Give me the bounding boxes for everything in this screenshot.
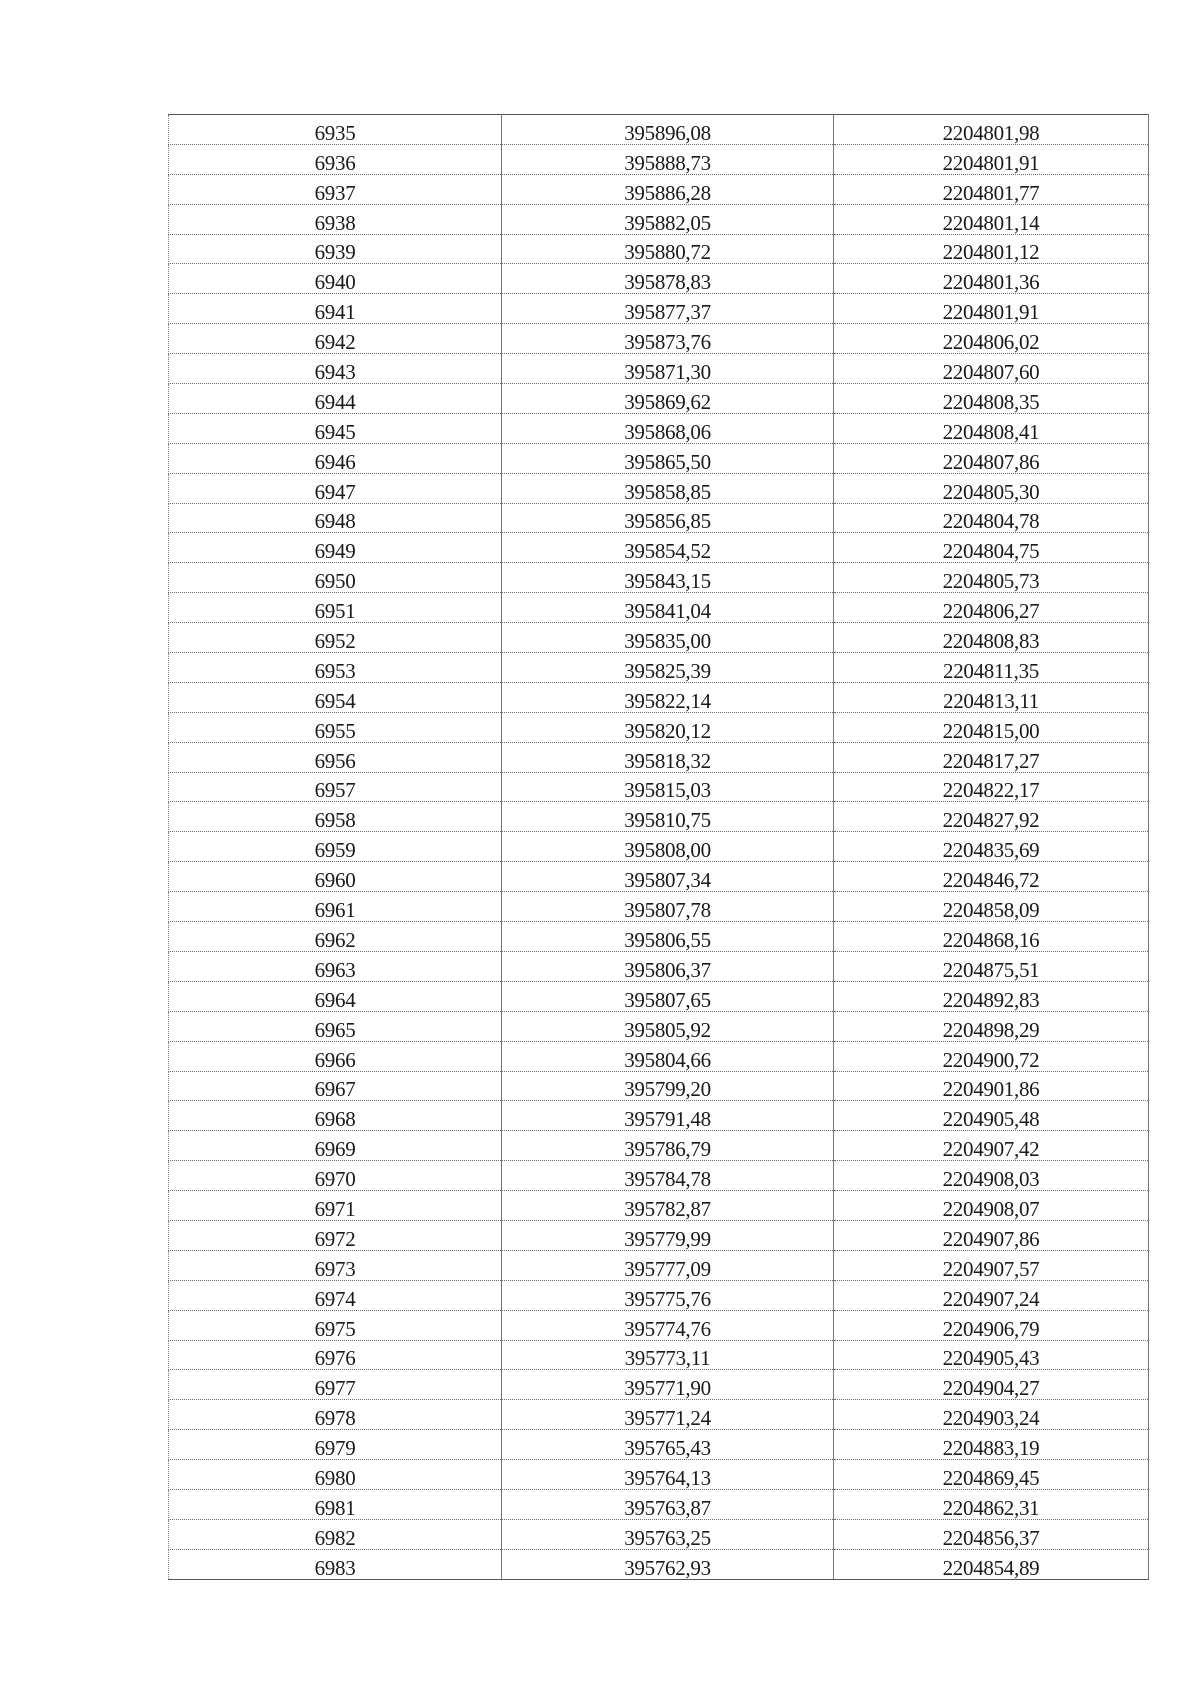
y-coordinate-cell: 2204801,91 (834, 294, 1149, 324)
x-coordinate-cell: 395808,00 (502, 832, 834, 862)
table-row (169, 1101, 1149, 1131)
point-number-cell: 6977 (169, 1370, 502, 1400)
point-number-cell: 6962 (169, 922, 502, 952)
table-row (169, 1370, 1149, 1400)
x-coordinate-cell: 395791,48 (502, 1101, 834, 1131)
y-coordinate-cell: 2204805,30 (834, 473, 1149, 503)
y-coordinate-cell: 2204854,89 (834, 1549, 1149, 1579)
x-coordinate-cell: 395841,04 (502, 593, 834, 623)
table-row (169, 593, 1149, 623)
y-coordinate-cell: 2204817,27 (834, 742, 1149, 772)
point-number-cell: 6960 (169, 862, 502, 892)
table-row (169, 742, 1149, 772)
point-number-cell: 6964 (169, 981, 502, 1011)
point-number-cell: 6971 (169, 1191, 502, 1221)
coordinates-table-body (169, 115, 1149, 1580)
y-coordinate-cell: 2204804,78 (834, 503, 1149, 533)
y-coordinate-cell: 2204906,79 (834, 1310, 1149, 1340)
y-coordinate-cell: 2204815,00 (834, 712, 1149, 742)
table-row (169, 712, 1149, 742)
y-coordinate-cell: 2204835,69 (834, 832, 1149, 862)
x-coordinate-cell: 395774,76 (502, 1310, 834, 1340)
y-coordinate-cell: 2204905,48 (834, 1101, 1149, 1131)
y-coordinate-cell: 2204908,03 (834, 1161, 1149, 1191)
x-coordinate-cell: 395878,83 (502, 264, 834, 294)
x-coordinate-cell: 395807,78 (502, 892, 834, 922)
y-coordinate-cell: 2204868,16 (834, 922, 1149, 952)
x-coordinate-cell: 395858,85 (502, 473, 834, 503)
y-coordinate-cell: 2204808,35 (834, 384, 1149, 414)
y-coordinate-cell: 2204862,31 (834, 1489, 1149, 1519)
x-coordinate-cell: 395777,09 (502, 1250, 834, 1280)
point-number-cell: 6954 (169, 682, 502, 712)
point-number-cell: 6982 (169, 1519, 502, 1549)
y-coordinate-cell: 2204898,29 (834, 1011, 1149, 1041)
x-coordinate-cell: 395856,85 (502, 503, 834, 533)
x-coordinate-cell: 395888,73 (502, 144, 834, 174)
y-coordinate-cell: 2204907,24 (834, 1280, 1149, 1310)
table-row (169, 264, 1149, 294)
y-coordinate-cell: 2204907,57 (834, 1250, 1149, 1280)
point-number-cell: 6958 (169, 802, 502, 832)
x-coordinate-cell: 395775,76 (502, 1280, 834, 1310)
table-row (169, 1460, 1149, 1490)
x-coordinate-cell: 395822,14 (502, 682, 834, 712)
x-coordinate-cell: 395877,37 (502, 294, 834, 324)
table-row (169, 1310, 1149, 1340)
point-number-cell: 6973 (169, 1250, 502, 1280)
x-coordinate-cell: 395854,52 (502, 533, 834, 563)
x-coordinate-cell: 395763,25 (502, 1519, 834, 1549)
y-coordinate-cell: 2204875,51 (834, 951, 1149, 981)
point-number-cell: 6970 (169, 1161, 502, 1191)
table-row (169, 1280, 1149, 1310)
point-number-cell: 6947 (169, 473, 502, 503)
x-coordinate-cell: 395807,34 (502, 862, 834, 892)
x-coordinate-cell: 395807,65 (502, 981, 834, 1011)
point-number-cell: 6981 (169, 1489, 502, 1519)
y-coordinate-cell: 2204856,37 (834, 1519, 1149, 1549)
y-coordinate-cell: 2204804,75 (834, 533, 1149, 563)
x-coordinate-cell: 395773,11 (502, 1340, 834, 1370)
x-coordinate-cell: 395843,15 (502, 563, 834, 593)
point-number-cell: 6942 (169, 324, 502, 354)
table-row (169, 144, 1149, 174)
table-row (169, 772, 1149, 802)
table-row (169, 1131, 1149, 1161)
point-number-cell: 6941 (169, 294, 502, 324)
table-row (169, 533, 1149, 563)
x-coordinate-cell: 395835,00 (502, 623, 834, 653)
table-row (169, 563, 1149, 593)
x-coordinate-cell: 395886,28 (502, 174, 834, 204)
y-coordinate-cell: 2204883,19 (834, 1430, 1149, 1460)
y-coordinate-cell: 2204907,42 (834, 1131, 1149, 1161)
point-number-cell: 6950 (169, 563, 502, 593)
table-row (169, 115, 1149, 145)
y-coordinate-cell: 2204858,09 (834, 892, 1149, 922)
table-row (169, 1071, 1149, 1101)
y-coordinate-cell: 2204813,11 (834, 682, 1149, 712)
y-coordinate-cell: 2204907,86 (834, 1220, 1149, 1250)
y-coordinate-cell: 2204801,14 (834, 204, 1149, 234)
point-number-cell: 6961 (169, 892, 502, 922)
table-row (169, 862, 1149, 892)
point-number-cell: 6983 (169, 1549, 502, 1579)
point-number-cell: 6976 (169, 1340, 502, 1370)
table-row (169, 443, 1149, 473)
x-coordinate-cell: 395771,24 (502, 1400, 834, 1430)
point-number-cell: 6937 (169, 174, 502, 204)
y-coordinate-cell: 2204808,41 (834, 413, 1149, 443)
x-coordinate-cell: 395765,43 (502, 1430, 834, 1460)
x-coordinate-cell: 395882,05 (502, 204, 834, 234)
x-coordinate-cell: 395865,50 (502, 443, 834, 473)
table-row (169, 892, 1149, 922)
point-number-cell: 6939 (169, 234, 502, 264)
table-row (169, 1250, 1149, 1280)
point-number-cell: 6949 (169, 533, 502, 563)
y-coordinate-cell: 2204903,24 (834, 1400, 1149, 1430)
x-coordinate-cell: 395810,75 (502, 802, 834, 832)
point-number-cell: 6951 (169, 593, 502, 623)
point-number-cell: 6935 (169, 115, 502, 145)
y-coordinate-cell: 2204801,98 (834, 115, 1149, 145)
table-row (169, 1340, 1149, 1370)
y-coordinate-cell: 2204901,86 (834, 1071, 1149, 1101)
y-coordinate-cell: 2204806,02 (834, 324, 1149, 354)
point-number-cell: 6946 (169, 443, 502, 473)
point-number-cell: 6967 (169, 1071, 502, 1101)
y-coordinate-cell: 2204908,07 (834, 1191, 1149, 1221)
point-number-cell: 6978 (169, 1400, 502, 1430)
y-coordinate-cell: 2204801,91 (834, 144, 1149, 174)
table-row (169, 174, 1149, 204)
x-coordinate-cell: 395820,12 (502, 712, 834, 742)
point-number-cell: 6968 (169, 1101, 502, 1131)
point-number-cell: 6938 (169, 204, 502, 234)
table-row (169, 1400, 1149, 1430)
y-coordinate-cell: 2204808,83 (834, 623, 1149, 653)
x-coordinate-cell: 395869,62 (502, 384, 834, 414)
y-coordinate-cell: 2204904,27 (834, 1370, 1149, 1400)
point-number-cell: 6953 (169, 653, 502, 683)
table-row (169, 294, 1149, 324)
x-coordinate-cell: 395805,92 (502, 1011, 834, 1041)
table-row (169, 1041, 1149, 1071)
coordinates-table (168, 114, 1149, 1580)
point-number-cell: 6969 (169, 1131, 502, 1161)
point-number-cell: 6979 (169, 1430, 502, 1460)
y-coordinate-cell: 2204892,83 (834, 981, 1149, 1011)
table-row (169, 324, 1149, 354)
y-coordinate-cell: 2204869,45 (834, 1460, 1149, 1490)
point-number-cell: 6945 (169, 413, 502, 443)
x-coordinate-cell: 395806,55 (502, 922, 834, 952)
table-row (169, 653, 1149, 683)
x-coordinate-cell: 395868,06 (502, 413, 834, 443)
point-number-cell: 6940 (169, 264, 502, 294)
x-coordinate-cell: 395771,90 (502, 1370, 834, 1400)
table-row (169, 413, 1149, 443)
point-number-cell: 6956 (169, 742, 502, 772)
x-coordinate-cell: 395762,93 (502, 1549, 834, 1579)
point-number-cell: 6966 (169, 1041, 502, 1071)
point-number-cell: 6974 (169, 1280, 502, 1310)
table-row (169, 832, 1149, 862)
table-row (169, 204, 1149, 234)
y-coordinate-cell: 2204806,27 (834, 593, 1149, 623)
y-coordinate-cell: 2204905,43 (834, 1340, 1149, 1370)
x-coordinate-cell: 395825,39 (502, 653, 834, 683)
table-row (169, 1549, 1149, 1579)
table-row (169, 1519, 1149, 1549)
point-number-cell: 6963 (169, 951, 502, 981)
point-number-cell: 6972 (169, 1220, 502, 1250)
point-number-cell: 6957 (169, 772, 502, 802)
table-row (169, 802, 1149, 832)
table-row (169, 1220, 1149, 1250)
table-row (169, 951, 1149, 981)
table-row (169, 623, 1149, 653)
table-row (169, 682, 1149, 712)
x-coordinate-cell: 395786,79 (502, 1131, 834, 1161)
x-coordinate-cell: 395873,76 (502, 324, 834, 354)
point-number-cell: 6975 (169, 1310, 502, 1340)
y-coordinate-cell: 2204801,12 (834, 234, 1149, 264)
x-coordinate-cell: 395763,87 (502, 1489, 834, 1519)
y-coordinate-cell: 2204801,36 (834, 264, 1149, 294)
table-row (169, 234, 1149, 264)
table-row (169, 981, 1149, 1011)
y-coordinate-cell: 2204811,35 (834, 653, 1149, 683)
x-coordinate-cell: 395782,87 (502, 1191, 834, 1221)
x-coordinate-cell: 395764,13 (502, 1460, 834, 1490)
table-row (169, 503, 1149, 533)
table-row (169, 384, 1149, 414)
y-coordinate-cell: 2204827,92 (834, 802, 1149, 832)
point-number-cell: 6965 (169, 1011, 502, 1041)
table-row (169, 473, 1149, 503)
x-coordinate-cell: 395896,08 (502, 115, 834, 145)
x-coordinate-cell: 395806,37 (502, 951, 834, 981)
x-coordinate-cell: 395799,20 (502, 1071, 834, 1101)
table-row (169, 354, 1149, 384)
x-coordinate-cell: 395818,32 (502, 742, 834, 772)
x-coordinate-cell: 395779,99 (502, 1220, 834, 1250)
point-number-cell: 6948 (169, 503, 502, 533)
y-coordinate-cell: 2204801,77 (834, 174, 1149, 204)
table-row (169, 1011, 1149, 1041)
x-coordinate-cell: 395815,03 (502, 772, 834, 802)
y-coordinate-cell: 2204822,17 (834, 772, 1149, 802)
y-coordinate-cell: 2204807,60 (834, 354, 1149, 384)
point-number-cell: 6943 (169, 354, 502, 384)
x-coordinate-cell: 395804,66 (502, 1041, 834, 1071)
table-row (169, 1430, 1149, 1460)
y-coordinate-cell: 2204807,86 (834, 443, 1149, 473)
y-coordinate-cell: 2204846,72 (834, 862, 1149, 892)
point-number-cell: 6959 (169, 832, 502, 862)
x-coordinate-cell: 395784,78 (502, 1161, 834, 1191)
point-number-cell: 6936 (169, 144, 502, 174)
y-coordinate-cell: 2204805,73 (834, 563, 1149, 593)
point-number-cell: 6980 (169, 1460, 502, 1490)
table-row (169, 922, 1149, 952)
x-coordinate-cell: 395871,30 (502, 354, 834, 384)
table-row (169, 1191, 1149, 1221)
point-number-cell: 6944 (169, 384, 502, 414)
table-row (169, 1161, 1149, 1191)
x-coordinate-cell: 395880,72 (502, 234, 834, 264)
point-number-cell: 6952 (169, 623, 502, 653)
table-row (169, 1489, 1149, 1519)
y-coordinate-cell: 2204900,72 (834, 1041, 1149, 1071)
point-number-cell: 6955 (169, 712, 502, 742)
